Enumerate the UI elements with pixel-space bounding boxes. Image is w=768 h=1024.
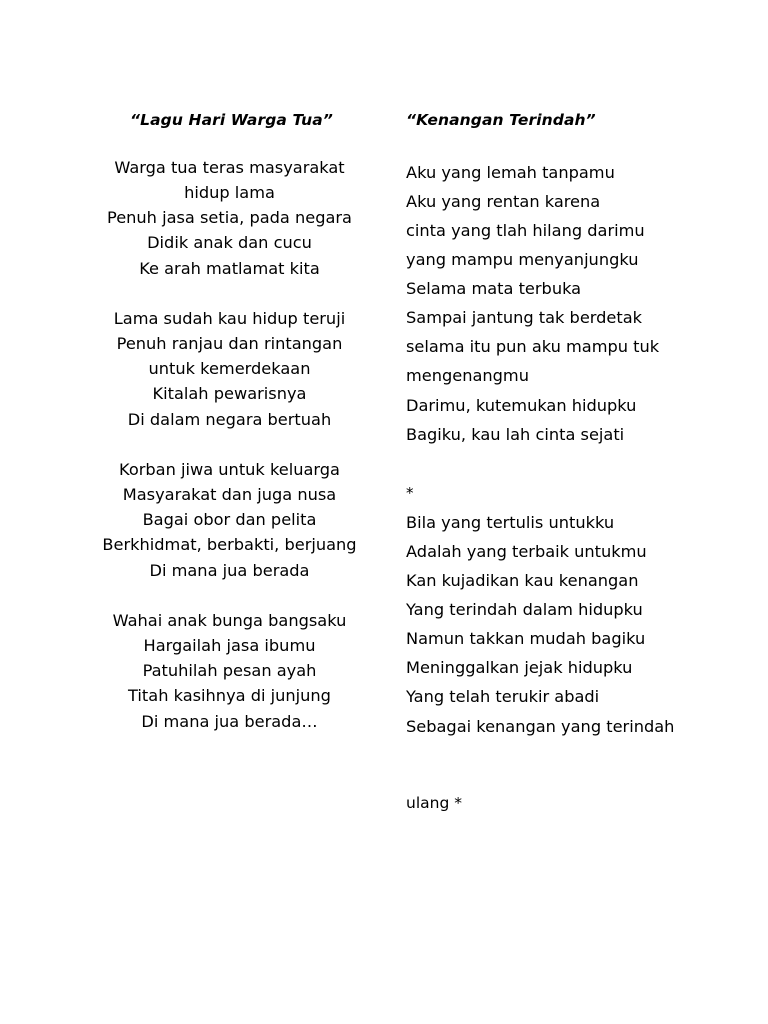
poem-line: Aku yang lemah tanpamu [406,162,615,182]
poem-line: Lama sudah kau hidup teruji [113,308,346,328]
poem-line: hidup lama [184,183,275,203]
poem-line: Di mana jua berada [149,560,310,580]
poem-line: Wahai anak bunga bangsaku [112,610,347,630]
poem-line: Kan kujadikan kau kenangan [406,571,639,591]
right-poem-column [406,112,726,818]
poem-line: Namun takkan mudah bagiku [406,629,646,649]
poem-line: Di dalam negara bertuah [127,409,332,429]
poem-line: Bila yang tertulis untukku [406,512,615,532]
stanza [72,306,387,432]
poem-line: Meninggalkan jejak hidupku [406,658,633,678]
poem-line: Sampai jantung tak berdetak [406,308,643,328]
poem-line: selama itu pun aku mampu tuk [406,337,660,357]
stanza [72,457,387,583]
poem-line: Kitalah pewarisnya [152,384,307,404]
stanza-marker: * [406,483,414,502]
stanza [406,158,726,449]
poem-line: Berkhidmat, berbakti, berjuang [102,535,357,555]
poem-line: Penuh ranjau dan rintangan [116,334,343,354]
poem-line: yang mampu menyanjungku [406,250,639,270]
poem-line: Ke arah matlamat kita [139,258,320,278]
repeat-instruction [406,789,726,818]
poem-line: Patuhilah pesan ayah [142,661,317,681]
poem-line: Korban jiwa untuk keluarga [119,459,340,479]
stanza [406,479,726,741]
left-poem-column [72,112,387,734]
poem-line: Hargailah jasa ibumu [143,636,316,656]
poem-line: Yang terindah dalam hidupku [406,600,643,620]
poem-line: Masyarakat dan juga nusa [122,485,337,505]
poem-line: Sebagai kenangan yang terindah [406,716,675,736]
poem-line: Adalah yang terbaik untukmu [406,541,647,561]
poem-line: Selama mata terbuka [406,279,582,299]
poem-line: Yang telah terukir abadi [406,687,600,707]
repeat-instruction-text: ulang * [406,793,462,812]
poem-line: Didik anak dan cucu [147,233,312,253]
stanza [72,155,387,281]
poem-line: Di mana jua berada… [141,711,318,731]
poem-line: Bagai obor dan pelita [142,510,317,530]
right-poem-title: “Kenangan Terindah” [406,111,596,129]
poem-line: Warga tua teras masyarakat [114,157,345,177]
poem-line: Bagiku, kau lah cinta sejati [406,424,625,444]
poem-line: Titah kasihnya di junjung [128,686,331,706]
poem-line: Darimu, kutemukan hidupku [406,395,637,415]
poem-line: cinta yang tlah hilang darimu [406,221,645,240]
poem-line: untuk kemerdekaan [148,359,311,379]
poem-line: Aku yang rentan karena [406,191,601,211]
stanza [72,608,387,734]
poem-line: Penuh jasa setia, pada negara [107,208,352,228]
left-poem-title: “Lagu Hari Warga Tua” [130,111,333,129]
poem-line: mengenangmu [406,366,529,386]
